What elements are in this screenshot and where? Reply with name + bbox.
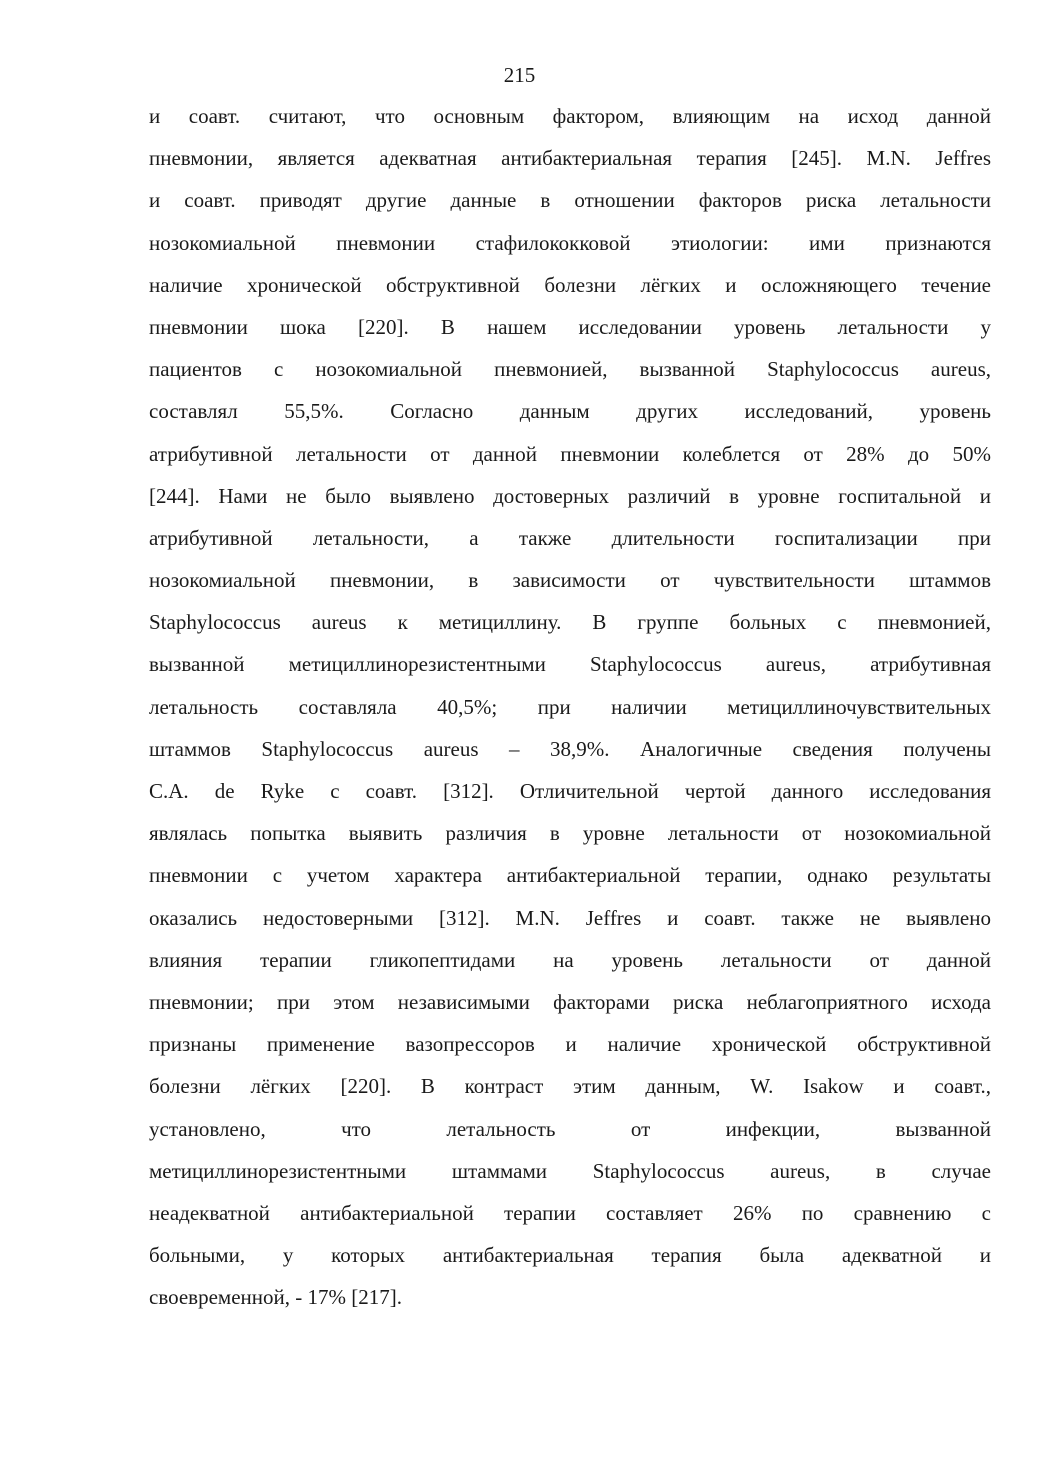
text-line: и соавт. считают, что основным фактором, влияющим на исход данной [149,104,991,128]
text-line: наличие хронической обструктивной болезни лёгких и осложняющего течение [149,272,991,297]
text-line: неадекватной антибактериальной терапии составляет 26% по сравнению с [149,1200,991,1225]
text-line: нозокомиальной пневмонии стафилококковой этиологии: ими признаются [149,230,991,255]
text-line: и соавт. приводят другие данные в отношении факторов риска летальности [149,188,991,213]
text-line: пневмонии с учетом характера антибактериальной терапии, однако результаты [149,863,991,888]
text-line: атрибутивной летальности от данной пневмонии колеблется от 28% до 50% [149,441,991,466]
text-line: составлял 55,5%. Согласно данным других исследований, уровень [149,399,991,424]
text-line: пациентов с нозокомиальной пневмонией, вызванной Staphylococcus aureus, [149,357,991,382]
text-line: метициллинорезистентными штаммами Staphylococcus aureus, в случае [149,1158,991,1183]
text-line: штаммов Staphylococcus aureus – 38,9%. Аналогичные сведения получены [149,736,991,761]
page-number: 215 [503,63,536,87]
text-line: пневмонии шока [220]. В нашем исследовании уровень летальности у [149,314,991,339]
text-line: установлено, что летальность от инфекции, вызванной [149,1116,991,1141]
text-line: атрибутивной летальности, а также длительности госпитализации при [149,525,991,550]
text-line: нозокомиальной пневмонии, в зависимости от чувствительности штаммов [149,568,991,593]
text-line: пневмонии, является адекватная антибактериальная терапия [245]. M.N. Jeffres [149,146,991,171]
text-line: C.A. de Ryke с соавт. [312]. Отличительной чертой данного исследования [149,779,991,803]
text-line: больными, у которых антибактериальная терапия была адекватной и [149,1243,991,1268]
text-line: Staphylococcus aureus к метициллину. В группе больных с пневмонией, [149,610,991,635]
text-line: болезни лёгких [220]. В контраст этим данным, W. Isakow и соавт., [149,1074,991,1099]
body-paragraph [149,95,991,1318]
text-line: влияния терапии гликопептидами на уровень летальности от данной [149,947,991,972]
text-line: оказались недостоверными [312]. M.N. Jeffres и соавт. также не выявлено [149,905,991,930]
text-line: пневмонии; при этом независимыми факторами риска неблагоприятного исхода [149,989,991,1014]
text-line-last: своевременной, - 17% [217]. [149,1285,402,1310]
text-line: летальность составляла 40,5%; при наличии метициллиночувствительных [149,694,991,719]
text-line: вызванной метициллинорезистентными Staphylococcus aureus, атрибутивная [149,652,991,677]
text-line: являлась попытка выявить различия в уровне летальности от нозокомиальной [149,821,991,846]
text-line: признаны применение вазопрессоров и наличие хронической обструктивной [149,1032,991,1057]
text-line: [244]. Нами не было выявлено достоверных различий в уровне госпитальной и [149,483,991,508]
